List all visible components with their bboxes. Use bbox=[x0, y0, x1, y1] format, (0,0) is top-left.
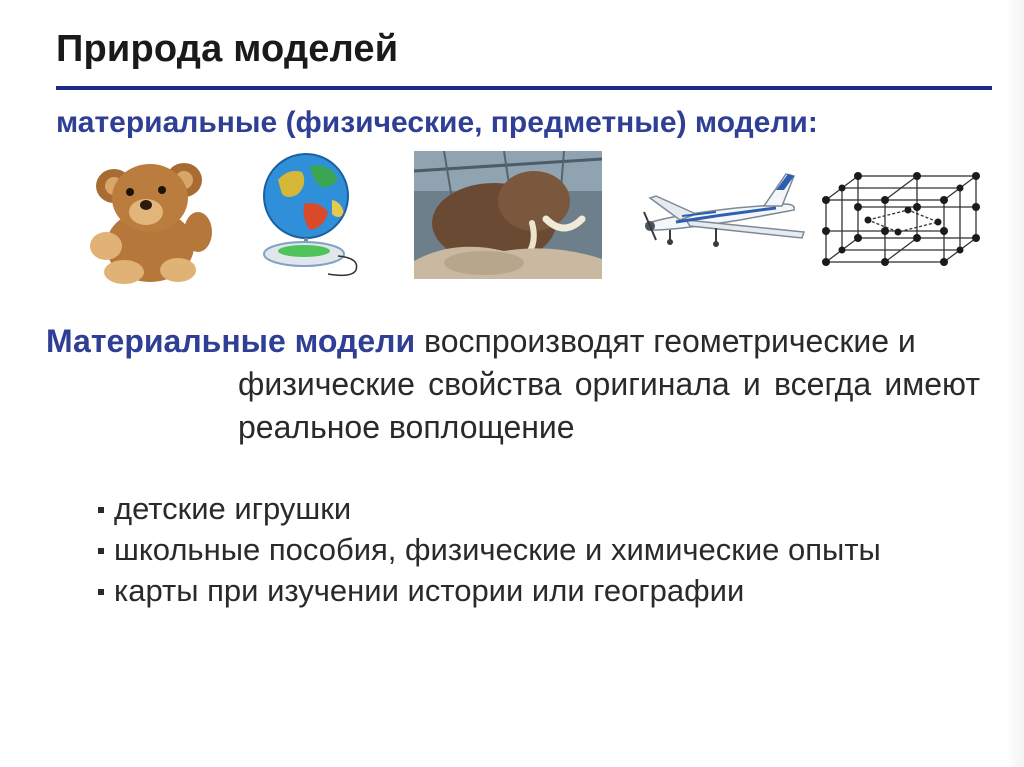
list-item-text: карты при изучении истории или географии bbox=[114, 573, 745, 608]
bullet-marker bbox=[98, 548, 104, 554]
bullet-marker bbox=[98, 589, 104, 595]
crystal-lattice-image bbox=[818, 170, 984, 268]
slide-title: Природа моделей bbox=[56, 28, 399, 70]
teddy-bear-image bbox=[86, 150, 216, 285]
description-term: Материальные модели bbox=[46, 323, 416, 359]
description-first-line-text: воспроизводят геометрические и bbox=[415, 323, 916, 359]
description-first-line bbox=[46, 320, 980, 363]
title-underline bbox=[56, 86, 992, 90]
mammoth-image bbox=[414, 151, 602, 279]
examples-list bbox=[96, 488, 881, 611]
list-item bbox=[96, 488, 881, 529]
bullet-marker bbox=[98, 507, 104, 513]
list-item-text: детские игрушки bbox=[114, 491, 352, 526]
airplane-image bbox=[636, 168, 806, 260]
page-edge-shadow bbox=[1006, 0, 1024, 767]
list-item bbox=[96, 529, 881, 570]
slide-subtitle: материальные (физические, предметные) модели: bbox=[56, 106, 818, 139]
globe-image bbox=[258, 150, 370, 282]
description-paragraph bbox=[46, 320, 980, 449]
list-item-text: школьные пособия, физические и химические опыты bbox=[114, 532, 881, 567]
description-continuation: физические свойства оригинала и всегда имеют реальное воплощение bbox=[238, 366, 980, 445]
list-item bbox=[96, 570, 881, 611]
